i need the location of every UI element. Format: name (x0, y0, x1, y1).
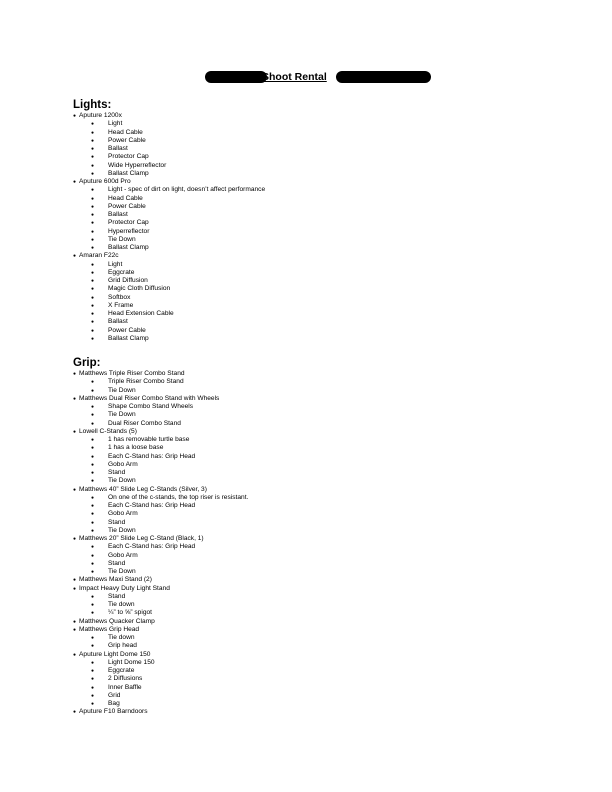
component-item-label: Tie Down (108, 411, 136, 419)
equipment-item-label: Aputure 600d Pro (79, 178, 131, 185)
bullet-icon: ● (73, 536, 77, 542)
component-item (73, 601, 593, 609)
component-item (73, 236, 593, 244)
bullet-icon: ● (91, 519, 95, 526)
component-item (73, 137, 593, 145)
bullet-icon: ● (73, 618, 77, 625)
section-heading: Lights: (73, 99, 112, 111)
bullet-icon: ● (73, 577, 77, 584)
component-item-label: Tie down (108, 601, 135, 608)
bullet-icon: ● (91, 121, 95, 128)
component-item (73, 609, 593, 617)
equipment-item (73, 626, 593, 651)
component-item-label: Ballast (108, 145, 128, 152)
bullet-icon: ● (73, 371, 77, 377)
component-item (73, 552, 593, 560)
component-item (73, 120, 593, 128)
document-title: Shoot Rental (262, 71, 327, 83)
bullet-icon: ● (91, 503, 95, 509)
component-item-label: Power Cable (108, 136, 146, 144)
bullet-icon: ● (91, 420, 95, 427)
component-item-label: Gobo Arm (108, 551, 138, 559)
equipment-item (73, 618, 593, 626)
component-item-label: Each C-Stand has: Grip Head (108, 452, 196, 460)
bullet-icon: ● (91, 569, 95, 575)
component-item (73, 560, 593, 568)
component-item (73, 153, 593, 161)
component-item-label: Power Cable (108, 202, 146, 210)
component-item (73, 129, 593, 137)
component-item (73, 667, 593, 675)
component-item (73, 186, 593, 194)
component-item-label: Each C-Stand has: Grip Head (108, 502, 196, 509)
bullet-icon: ● (91, 445, 95, 452)
bullet-icon: ● (91, 412, 95, 419)
component-item (73, 593, 593, 601)
bullet-icon: ● (91, 261, 95, 268)
component-item-label: Ballast Clamp (108, 244, 149, 251)
bullet-icon: ● (91, 269, 95, 276)
component-item (73, 411, 593, 419)
bullet-icon: ● (91, 494, 95, 501)
component-item (73, 444, 593, 452)
component-list (73, 494, 593, 535)
bullet-icon: ● (73, 651, 77, 658)
bullet-icon: ● (91, 294, 95, 301)
component-item-label: Stand (108, 518, 126, 526)
component-item-label: Stand (108, 592, 126, 600)
equipment-item (73, 252, 593, 343)
component-item-label: Head Extension Cable (108, 310, 174, 317)
bullet-icon: ● (91, 203, 95, 210)
bullet-icon: ● (73, 585, 77, 592)
bullet-icon: ● (91, 511, 95, 518)
bullet-icon: ● (91, 187, 95, 194)
equipment-item-label: Matthews 40” Slide Leg C-Stands (Silver, 3) (79, 485, 207, 493)
component-item-label: Tie Down (108, 568, 136, 575)
component-item-label: Dual Riser Combo Stand (108, 419, 181, 427)
component-item (73, 318, 593, 326)
bullet-icon: ● (73, 179, 77, 185)
bullet-icon: ● (91, 236, 95, 243)
component-item-label: 2 Diffusions (108, 675, 143, 683)
component-list (73, 378, 593, 395)
component-item-label: Magic Cloth Diffusion (108, 285, 171, 293)
equipment-item (73, 708, 593, 716)
component-item (73, 211, 593, 219)
equipment-item-label: Aputure 1200x (79, 112, 122, 119)
bullet-icon: ● (91, 668, 95, 674)
bullet-icon: ● (91, 676, 95, 683)
component-item (73, 285, 593, 293)
bullet-icon: ● (73, 253, 77, 260)
component-item (73, 327, 593, 335)
component-list (73, 659, 593, 709)
bullet-icon: ● (91, 404, 95, 410)
bullet-icon: ● (91, 335, 95, 342)
component-list (73, 634, 593, 651)
component-list (73, 261, 593, 344)
component-item (73, 527, 593, 535)
equipment-item-label: Matthews Quacker Clamp (79, 617, 155, 625)
component-item-label: Eggcrate (108, 667, 135, 674)
bullet-icon: ● (91, 170, 95, 177)
equipment-item (73, 428, 593, 486)
equipment-item-label: Matthews Maxi Stand (2) (79, 576, 152, 584)
equipment-item-label: Matthews 20” Slide Leg C-Stand (Black, 1) (79, 535, 204, 542)
redaction-mark-left (205, 71, 267, 83)
component-item (73, 302, 593, 310)
bullet-icon: ● (91, 659, 95, 666)
equipment-item-label: Matthews Grip Head (79, 625, 140, 633)
component-item-label: Light - spec of dirt on light, doesn’t affect performance (108, 186, 266, 194)
bullet-icon: ● (91, 286, 95, 293)
bullet-icon: ● (91, 154, 95, 161)
bullet-icon: ● (91, 311, 95, 317)
component-item-label: Tie Down (108, 235, 136, 243)
component-item (73, 469, 593, 477)
component-item-label: Grip head (108, 642, 137, 650)
component-item-label: X Frame (108, 301, 134, 309)
bullet-icon: ● (91, 692, 95, 699)
bullet-icon: ● (91, 461, 95, 468)
component-item-label: Inner Baffle (108, 683, 142, 691)
component-item (73, 378, 593, 386)
component-item-label: Ballast (108, 211, 128, 218)
component-item (73, 675, 593, 683)
bullet-icon: ● (91, 643, 95, 650)
component-item (73, 502, 593, 510)
component-item-label: ¼” to ⅝” spigot (108, 609, 152, 617)
bullet-icon: ● (91, 701, 95, 707)
equipment-item-label: Aputure Light Dome 150 (79, 650, 151, 658)
component-item (73, 568, 593, 576)
component-item-label: Gobo Arm (108, 510, 138, 518)
component-list (73, 593, 593, 618)
component-item-label: Ballast Clamp (108, 334, 149, 342)
component-item (73, 162, 593, 170)
bullet-icon: ● (91, 610, 95, 617)
bullet-icon: ● (73, 395, 77, 402)
equipment-list (73, 112, 593, 343)
component-item-label: Ballast Clamp (108, 169, 149, 177)
section-lights (73, 99, 593, 343)
component-item (73, 335, 593, 343)
component-item (73, 519, 593, 527)
equipment-item-label: Lowell C-Stands (5) (79, 427, 137, 435)
component-item (73, 219, 593, 227)
component-item-label: Grid (108, 691, 121, 699)
component-list (73, 403, 593, 428)
component-item-label: Hyperreflector (108, 227, 150, 235)
component-item (73, 684, 593, 692)
bullet-icon: ● (73, 486, 77, 493)
component-item-label: Light (108, 260, 123, 268)
component-item-label: Head Cable (108, 128, 143, 136)
component-item-label: Tie Down (108, 477, 136, 485)
component-item-label: Light (108, 120, 123, 128)
bullet-icon: ● (91, 129, 95, 136)
component-item-label: Tie Down (108, 526, 136, 534)
component-item (73, 543, 593, 551)
component-item-label: Shape Combo Stand Wheels (108, 403, 194, 410)
bullet-icon: ● (91, 593, 95, 600)
component-item-label: On one of the c-stands, the top riser is resistant. (108, 493, 249, 501)
component-item-label: 1 has a loose base (108, 444, 164, 452)
equipment-item (73, 535, 593, 576)
bullet-icon: ● (91, 635, 95, 641)
component-item-label: Each C-Stand has: Grip Head (108, 543, 196, 551)
component-item-label: Power Cable (108, 326, 146, 334)
component-item (73, 642, 593, 650)
bullet-icon: ● (91, 453, 95, 460)
equipment-item-label: Matthews Triple Riser Combo Stand (79, 370, 185, 377)
component-item (73, 420, 593, 428)
equipment-item (73, 576, 593, 584)
component-item-label: 1 has removable turtle base (108, 436, 190, 443)
equipment-item (73, 395, 593, 428)
component-item (73, 403, 593, 411)
bullet-icon: ● (91, 470, 95, 476)
bullet-icon: ● (91, 137, 95, 144)
bullet-icon: ● (91, 162, 95, 169)
component-item-label: Tie Down (108, 386, 136, 394)
bullet-icon: ● (91, 552, 95, 559)
bullet-icon: ● (73, 428, 77, 435)
component-item-label: Triple Riser Combo Stand (108, 378, 184, 386)
equipment-item-label: Amaran F22c (79, 252, 119, 260)
component-item (73, 228, 593, 236)
bullet-icon: ● (91, 437, 95, 443)
bullet-icon: ● (91, 527, 95, 534)
component-item (73, 494, 593, 502)
bullet-icon: ● (91, 684, 95, 691)
component-item (73, 145, 593, 153)
component-item (73, 461, 593, 469)
component-item (73, 436, 593, 444)
equipment-item (73, 178, 593, 252)
component-item (73, 659, 593, 667)
bullet-icon: ● (73, 709, 77, 716)
component-item (73, 277, 593, 285)
component-item (73, 170, 593, 178)
component-item-label: Tie down (108, 634, 135, 641)
component-item (73, 692, 593, 700)
component-item-label: Gobo Arm (108, 460, 138, 468)
component-item-label: Stand (108, 559, 126, 567)
bullet-icon: ● (91, 560, 95, 567)
bullet-icon: ● (91, 245, 95, 251)
component-item-label: Light Dome 150 (108, 658, 155, 666)
bullet-icon: ● (91, 195, 95, 202)
document-content (73, 99, 593, 731)
equipment-item (73, 651, 593, 709)
component-item-label: Protector Cap (108, 219, 149, 227)
component-item (73, 310, 593, 318)
equipment-item (73, 486, 593, 536)
component-item-label: Bag (108, 700, 120, 707)
component-item (73, 453, 593, 461)
component-list (73, 543, 593, 576)
bullet-icon: ● (91, 220, 95, 227)
bullet-icon: ● (73, 113, 77, 119)
equipment-item (73, 585, 593, 618)
component-item (73, 294, 593, 302)
component-item (73, 477, 593, 485)
component-item (73, 244, 593, 252)
component-item-label: Head Cable (108, 194, 143, 202)
component-item-label: Eggcrate (108, 268, 135, 276)
equipment-item (73, 112, 593, 178)
component-item (73, 261, 593, 269)
bullet-icon: ● (91, 278, 95, 284)
component-item-label: Softbox (108, 293, 131, 301)
bullet-icon: ● (91, 478, 95, 485)
equipment-list (73, 370, 593, 717)
bullet-icon: ● (91, 327, 95, 334)
bullet-icon: ● (91, 602, 95, 608)
equipment-item-label: Impact Heavy Duty Light Stand (79, 584, 170, 592)
component-item (73, 195, 593, 203)
equipment-item (73, 370, 593, 395)
component-list (73, 120, 593, 178)
bullet-icon: ● (91, 302, 95, 309)
component-item (73, 269, 593, 277)
component-item-label: Grid Diffusion (108, 277, 148, 284)
equipment-item-label: Aputure F10 Barndoors (79, 708, 148, 716)
component-list (73, 186, 593, 252)
component-item-label: Ballast (108, 318, 128, 326)
bullet-icon: ● (73, 626, 77, 633)
bullet-icon: ● (91, 387, 95, 394)
component-item-label: Stand (108, 469, 126, 476)
section-heading: Grip: (73, 357, 101, 369)
bullet-icon: ● (91, 379, 95, 386)
bullet-icon: ● (91, 544, 95, 551)
bullet-icon: ● (91, 228, 95, 235)
component-item-label: Wide Hyperreflector (108, 161, 167, 169)
component-item (73, 203, 593, 211)
component-item-label: Protector Cap (108, 153, 149, 161)
component-item (73, 700, 593, 708)
bullet-icon: ● (91, 146, 95, 152)
section-grip (73, 357, 593, 717)
component-item (73, 387, 593, 395)
bullet-icon: ● (91, 212, 95, 218)
component-item (73, 634, 593, 642)
component-list (73, 436, 593, 486)
title-bar (0, 70, 612, 86)
bullet-icon: ● (91, 319, 95, 326)
redaction-mark-right (336, 71, 431, 83)
equipment-item-label: Matthews Dual Riser Combo Stand with Wheels (79, 394, 220, 402)
component-item (73, 510, 593, 518)
